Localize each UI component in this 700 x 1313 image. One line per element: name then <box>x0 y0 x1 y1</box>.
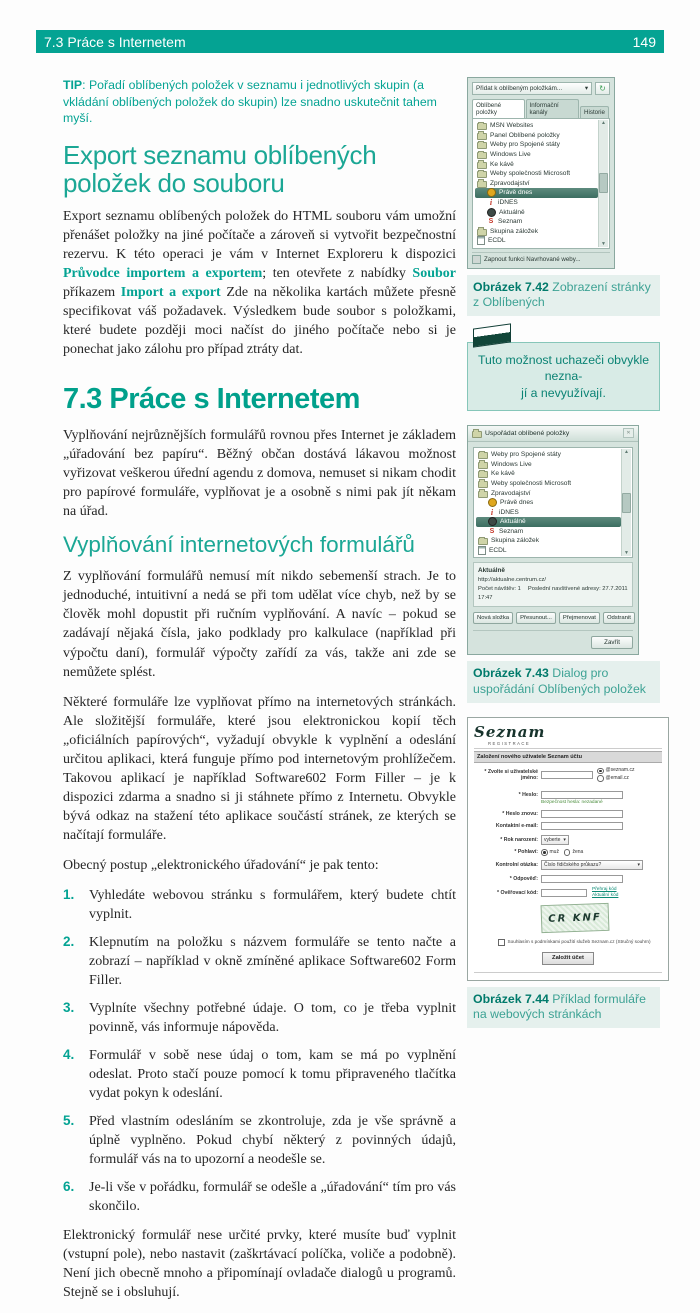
page-content <box>63 77 660 1313</box>
suggested-sites-toggle[interactable]: Zapnout funkci Navrhované weby... <box>472 252 610 264</box>
rename-button[interactable]: Přejmenovat <box>559 612 600 624</box>
submit-row <box>474 952 662 973</box>
figures-column <box>467 77 660 1313</box>
dialog-title-bar <box>468 426 638 442</box>
tab-favorites[interactable]: Oblíbené položky <box>472 99 525 119</box>
list-item[interactable]: Právě dnes <box>476 498 621 508</box>
birth-year-select[interactable]: vyberte ▾ <box>541 835 569 845</box>
tab-feeds[interactable]: Informační kanály <box>526 99 579 118</box>
step-3: Vyplníte všechny potřebné údaje. O tom, co je třeba vyplnit povinně, vás informuje nápověda. <box>89 1001 456 1036</box>
chevron-down-icon: ▾ <box>584 85 588 92</box>
figure-744-seznam-form <box>467 717 669 981</box>
pin-panel-button[interactable] <box>595 82 610 95</box>
new-code-link[interactable]: Aktuální kód <box>592 893 619 899</box>
domain-option-email[interactable]: @email.cz <box>597 775 634 783</box>
scrollbar-thumb[interactable] <box>622 493 631 513</box>
dialog-body <box>468 442 638 654</box>
move-button[interactable]: Přesunout... <box>516 612 556 624</box>
answer-row: * Odpověď: <box>474 875 662 883</box>
tab-history[interactable]: Historie <box>580 106 609 118</box>
caption-text: Dialog pro uspořádání Oblíbených položek <box>473 666 646 696</box>
chevron-down-icon: ▾ <box>637 862 640 869</box>
create-account-button[interactable]: Založit účet <box>542 952 594 965</box>
section-heading-forms: Vyplňování internetových formulářů <box>63 532 415 558</box>
email-input[interactable] <box>541 822 623 830</box>
tip-text: : Pořadí oblíbených položek v seznamu i jednotlivých skupin (a vkládání oblíbených položek do skupin) lze snadno uskutečnit tahem myší. <box>63 78 437 126</box>
site-icon <box>487 208 496 217</box>
folder-open-icon <box>478 491 488 498</box>
radio-off-icon <box>564 849 571 856</box>
scroll-down-icon[interactable]: ▼ <box>601 240 606 247</box>
margin-note-line: jí a nevyužívají. <box>521 385 606 400</box>
folder-icon <box>478 481 488 488</box>
scroll-up-icon[interactable]: ▲ <box>624 448 629 455</box>
caption-text: Zobrazení stránky z Oblíbených <box>473 279 651 310</box>
dialog-icon <box>472 431 482 438</box>
site-icon <box>487 199 495 207</box>
section-heading-export: Export seznamu oblíbených položek do souboru <box>63 139 377 199</box>
favorites-list <box>472 118 610 249</box>
domain-option-seznam[interactable]: @seznam.cz <box>597 767 634 775</box>
emphasis-import-export: Import a export <box>120 285 221 301</box>
security-question-row: Kontrolní otázka: Číslo řidičského průkazu? ▾ <box>474 860 662 870</box>
domain-radios <box>597 767 639 782</box>
favorites-tabs <box>472 98 610 118</box>
favorites-item[interactable]: Weby společnosti Microsoft <box>475 169 598 179</box>
caption-number: Obrázek 7.42 <box>473 279 549 294</box>
step-4: Formulář v sobě nese údaj o tom, kam se má po vyplnění odeslat. Proto stačí pouze pomocí k tomu připraveného tlačítka vydat pokyn k odeslání. <box>89 1048 456 1102</box>
replay-code-link[interactable]: Přehraj kód <box>592 887 617 893</box>
gender-option-male[interactable]: muž <box>541 849 559 856</box>
list-item[interactable]: S Seznam <box>476 527 621 537</box>
margin-note-line: Tuto možnost uchazeči obvykle nezna- <box>477 353 650 384</box>
list-item-selected[interactable]: Aktuálně <box>476 517 621 527</box>
favorites-item[interactable]: i iDNES <box>475 198 598 208</box>
step-2: Klepnutím na položku s názvem formuláře se tento načte a zobrazí – například v okně zmíněné aplikace Software602 Form Filler. <box>89 934 456 988</box>
add-to-favorites-label: Přidat k oblíbeným položkám... <box>476 85 563 92</box>
password2-input[interactable] <box>541 810 623 818</box>
new-folder-button[interactable]: Nová složka <box>473 612 513 624</box>
chapter-heading: 7.3 Práce s Internetem <box>63 383 360 416</box>
username-input[interactable] <box>541 771 593 779</box>
folder-icon <box>477 229 487 236</box>
favorites-toolbar <box>472 82 610 95</box>
folder-icon <box>478 452 488 459</box>
password-strength-hint: Bezpečnost hesla: nezadané <box>541 800 603 806</box>
list-item[interactable]: Skupina záložek <box>476 536 621 546</box>
seznam-logo <box>474 723 662 749</box>
terms-text: Souhlasím s podmínkami použití služeb Seznam.cz (Stručný souhrn) <box>507 938 651 944</box>
email-row: Kontaktní e-mail: <box>474 822 662 830</box>
caption-number: Obrázek 7.43 <box>473 666 549 681</box>
site-icon <box>487 188 496 197</box>
page-icon <box>477 236 485 245</box>
scrollbar[interactable] <box>621 449 631 557</box>
info-url: http://aktualne.centrum.cz/ <box>478 577 546 584</box>
close-button[interactable]: Zavřít <box>591 636 633 649</box>
emphasis-wizard: Průvodce importem a exportem <box>63 266 263 282</box>
step-5: Před vlastním odesláním se zkontroluje, zda je vše správně a úplně vyplněno. Pokud chybí některý z povinných údajů, formulář vás na to upozorní a neodešle se. <box>89 1114 456 1168</box>
text-column <box>63 77 456 1313</box>
chevron-down-icon: ▾ <box>563 836 566 843</box>
favorites-item[interactable]: MSN Websites <box>475 121 598 131</box>
captcha-links <box>592 887 618 899</box>
figure-742-caption <box>467 275 660 316</box>
paragraph-forms-3: Obecný postup „elektronického úřadování“ je pak tento: <box>63 857 379 873</box>
suggested-sites-icon <box>472 255 481 264</box>
step-6: Je-li vše v pořádku, formulář se odešle a „úřadování“ tím pro vás skončilo. <box>89 1180 456 1215</box>
favorites-item[interactable]: Skupina záložek <box>475 227 598 237</box>
site-icon <box>488 508 496 516</box>
username-row <box>474 767 662 782</box>
paragraph-forms-1: Z vyplňování formulářů nemusí mít nikdo sebemenší strach. Je to jednoduché, intuitivní a nedá se při tom udělat více chyb, než by se člověk mohl dopustit při ručním vyplňování. A navíc – pokud se zadávají nějaká čísla, jako podklady pro kalkulace (například při výpočtu daní), formulář výpočty zařídí za vás, takže ani zde se nemůžete splést. <box>63 569 456 680</box>
scroll-up-icon[interactable]: ▲ <box>601 120 606 126</box>
list-item[interactable]: Ke kávě <box>476 469 621 479</box>
folder-icon <box>477 133 487 140</box>
text-run: Export seznamu oblíbených položek do HTML souboru vám umožní přenášet položky na jiné počítače a zároveň si vytvořit bezpečnostní rezervu. K této operaci je vám v Internet Exploreru k dispozici <box>63 208 456 263</box>
birth-year-row: * Rok narození: vyberte ▾ <box>474 835 662 845</box>
security-question-select[interactable]: Číslo řidičského průkazu? ▾ <box>541 860 643 870</box>
radio-on-icon <box>541 849 548 856</box>
info-name: Aktuálně <box>478 567 505 575</box>
organize-list <box>473 447 633 559</box>
captcha-image: CR KNF <box>541 903 610 933</box>
text-run: Zde na několika kartách můžete přesně specifikovat váš požadavek. Výsledkem bude soubor s položkami, které budete později moci načíst do jiného počítače nebo si je ponechat jako zálohu pro případ ztráty dat. <box>63 285 456 358</box>
text-run: ; ten otevřete z nabídky <box>262 266 413 282</box>
step-1: Vyhledáte webovou stránku s formulářem, který budete chtít vyplnit. <box>89 887 456 922</box>
list-item[interactable]: Windows Live <box>476 459 621 469</box>
folder-icon <box>477 142 487 149</box>
procedure-steps <box>63 886 456 1216</box>
favorites-item[interactable]: Windows Live <box>475 150 598 160</box>
favorites-item[interactable]: ECDL <box>475 236 598 246</box>
margin-note <box>467 342 660 411</box>
site-icon <box>488 527 496 535</box>
site-icon <box>488 498 497 507</box>
list-item[interactable]: Weby pro Spojené státy <box>476 450 621 460</box>
tip-label: TIP <box>63 78 83 92</box>
password-row: * Heslo: <box>474 791 662 799</box>
answer-input[interactable] <box>541 875 623 883</box>
folder-icon <box>478 471 488 478</box>
caption-number: Obrázek 7.44 <box>473 991 549 1006</box>
password-input[interactable] <box>541 791 623 799</box>
list-item[interactable]: Weby společnosti Microsoft <box>476 479 621 489</box>
paragraph-intro: Vyplňování nejrůznějších formulářů rovnou přes Internet je základem „úřadování bez papíru“. Běžný občan dostává lákavou možnost vyřizovat veškerou úřední agendu z domova, nemuset si nikam chodit pro papírové formuláře, vyplňovat je a osobně s nimi pak jít někam na úřad. <box>63 428 456 520</box>
running-header: 7.3 Práce s Internetem <box>44 33 186 50</box>
emphasis-menu-file: Soubor <box>412 266 456 282</box>
info-stats: Počet návštěv: 1 Poslední navštívené adresy: 27.7.2011 17:47 <box>478 586 628 602</box>
terms-row <box>498 939 662 946</box>
dialog-buttons <box>473 612 633 624</box>
captcha-row <box>541 904 662 932</box>
tip-note <box>63 77 456 127</box>
list-item[interactable]: i iDNES <box>476 507 621 517</box>
site-icon <box>488 517 497 526</box>
page-header-band <box>36 30 664 53</box>
favorites-item[interactable]: Aktuálně <box>475 207 598 217</box>
folder-icon <box>477 171 487 178</box>
paragraph-export <box>63 207 456 359</box>
scrollbar-thumb[interactable] <box>599 173 608 193</box>
gender-row: * Pohlaví: muž žena <box>514 849 584 856</box>
checkbox-icon[interactable] <box>498 939 505 946</box>
folder-icon <box>478 538 488 545</box>
captcha-code-row: * Ověřovací kód: Přehraj kód Aktuální kód <box>497 887 619 899</box>
flag-icon <box>473 324 511 348</box>
folder-icon <box>478 462 488 469</box>
paragraph-closing: Elektronický formulář nese určité prvky, které musíte buď vyplnit (vstupní pole), nebo nastavit (zaškrtávací políčka, voliče a podobně). Není jich obecně mnoho a připomínají ovladače dialogů u programů. Stejně se i obsluhují. <box>63 1228 456 1301</box>
favorites-folder-zpravodajstvi[interactable]: Zpravodajství <box>475 179 598 189</box>
dialog-footer <box>473 630 633 649</box>
favorites-item[interactable]: Panel Oblíbené položky <box>475 131 598 141</box>
figure-743-organize-dialog <box>467 425 639 655</box>
close-icon[interactable]: ✕ <box>623 428 634 438</box>
delete-button[interactable]: Odstranit <box>603 612 635 624</box>
folder-icon <box>477 123 487 130</box>
text-run: příkazem <box>63 285 121 301</box>
username-label: * Zvolte si uživatelské jméno: <box>484 768 538 781</box>
figure-744-caption <box>467 987 660 1028</box>
dialog-title: Uspořádat oblíbené položky <box>485 429 570 437</box>
scroll-down-icon[interactable]: ▼ <box>624 550 629 557</box>
radio-off-icon <box>597 775 604 782</box>
password2-row: * Heslo znovu: <box>474 810 662 818</box>
favorites-item[interactable]: Weby pro Spojené státy <box>475 140 598 150</box>
list-item[interactable]: ECDL <box>476 546 621 556</box>
folder-icon <box>477 152 487 159</box>
favorites-item[interactable]: S Seznam <box>475 217 598 227</box>
list-item[interactable]: Zpravodajství <box>476 488 621 498</box>
add-to-favorites-button[interactable] <box>472 82 592 95</box>
logo-text: Seznam <box>474 722 546 741</box>
page-number: 149 <box>632 33 656 50</box>
gender-option-female[interactable]: žena <box>564 849 583 856</box>
radio-on-icon <box>597 768 604 775</box>
site-icon <box>487 218 495 226</box>
logo-subtext: REGISTRACE <box>488 740 531 746</box>
paragraph-forms-2: Některé formuláře lze vyplňovat přímo na internetových stránkách. Ale složitější formuláře, které jsou elektronickou kopií těch „oficiálních papírových“, vyžadují obvykle k vyplnění a odeslání určitou aplikaci, která funguje přímo pod internetovým prohlížečem. Takovou aplikací je například Software602 Form Filler – je k dispozici zdarma a snadno si ji stáhnete přímo z Internetu. Obvykle bývá odkaz na stažení této aplikace součástí stránek, ze kterých se načítají formuláře. <box>63 694 456 843</box>
captcha-input[interactable] <box>541 889 587 897</box>
caption-text: Příklad formuláře na webových stránkách <box>473 991 646 1022</box>
pin-icon: ↻ <box>599 84 606 93</box>
form-header: Založení nového uživatele Seznam účtu <box>474 751 662 763</box>
page-icon <box>478 546 486 555</box>
selected-item-info <box>473 562 633 607</box>
figure-743-caption <box>467 661 660 702</box>
scrollbar[interactable] <box>598 120 608 247</box>
folder-icon <box>477 162 487 169</box>
favorites-item-selected[interactable]: Právě dnes <box>475 188 598 198</box>
folder-open-icon <box>477 181 487 188</box>
figure-742-favorites-panel <box>467 77 615 269</box>
favorites-item[interactable]: Ke kávě <box>475 159 598 169</box>
